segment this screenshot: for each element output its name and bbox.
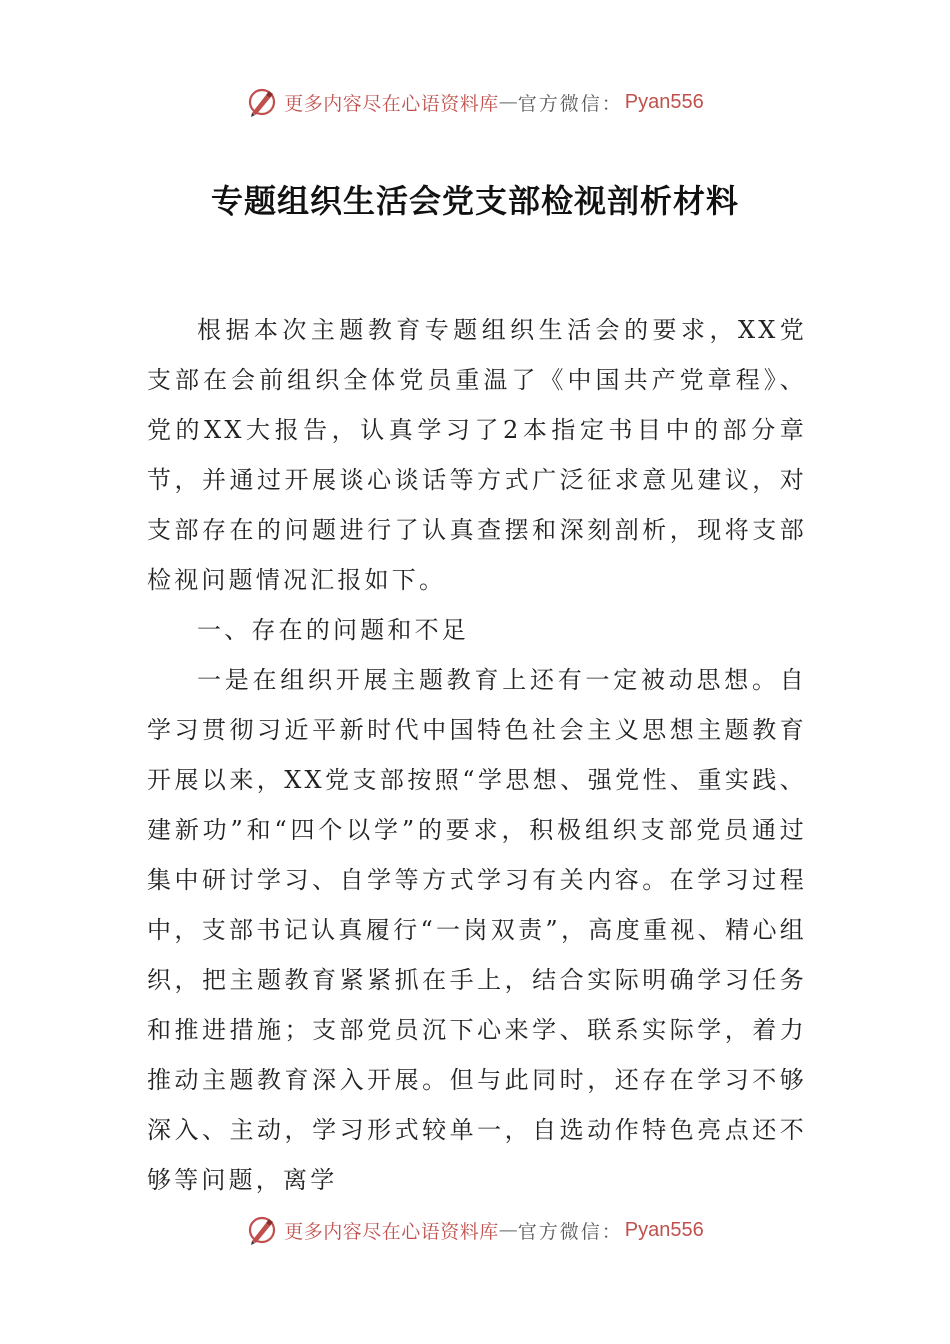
header-banner [0, 82, 950, 122]
banner-wechat-id: Pyan556 [624, 1218, 704, 1241]
banner-dash: — [498, 1219, 518, 1241]
banner-brand-text: 更多内容尽在心语资料库 [284, 92, 499, 115]
footer-banner [0, 1210, 950, 1250]
pen-logo-icon [246, 1214, 278, 1246]
banner-official-label: 官方微信： [517, 1220, 623, 1243]
document-body [147, 305, 807, 1205]
section-heading: 一、存在的问题和不足 [197, 616, 469, 644]
banner-official-label: 官方微信： [517, 92, 623, 115]
body-paragraph: 一是在组织开展主题教育上还有一定被动思想。自学习贯彻习近平新时代中国特色社会主义思想主题教育开展以来，XX党支部按照“学思想、强党性、重实践、建新功”和“四个以学”的要求，积极组织支部党员通过集中研讨学习、自学等方式学习有关内容。在学习过程中，支部书记认真履行“一岗双责”，高度重视、精心组织，把主题教育紧紧抓在手上，结合实际明确学习任务和推进措施；支部党员沉下心来学、联系实际学，着力推动主题教育深入开展。但与此同时，还存在学习不够深入、主动，学习形式较单一，自选动作特色亮点还不够等问题，离学 [147, 666, 807, 1194]
intro-paragraph: 根据本次主题教育专题组织生活会的要求，XX党支部在会前组织全体党员重温了《中国共产党章程》、党的XX大报告，认真学习了2本指定书目中的部分章节，并通过开展谈心谈话等方式广泛征求意见建议，对支部存在的问题进行了认真查摆和深刻剖析，现将支部检视问题情况汇报如下。 [147, 316, 807, 594]
banner-wechat-id: Pyan556 [624, 90, 704, 113]
banner-dash: — [498, 91, 518, 113]
pen-logo-icon [246, 86, 278, 118]
banner-brand-text: 更多内容尽在心语资料库 [284, 1220, 499, 1243]
document-title: 专题组织生活会党支部检视剖析材料 [210, 182, 739, 220]
